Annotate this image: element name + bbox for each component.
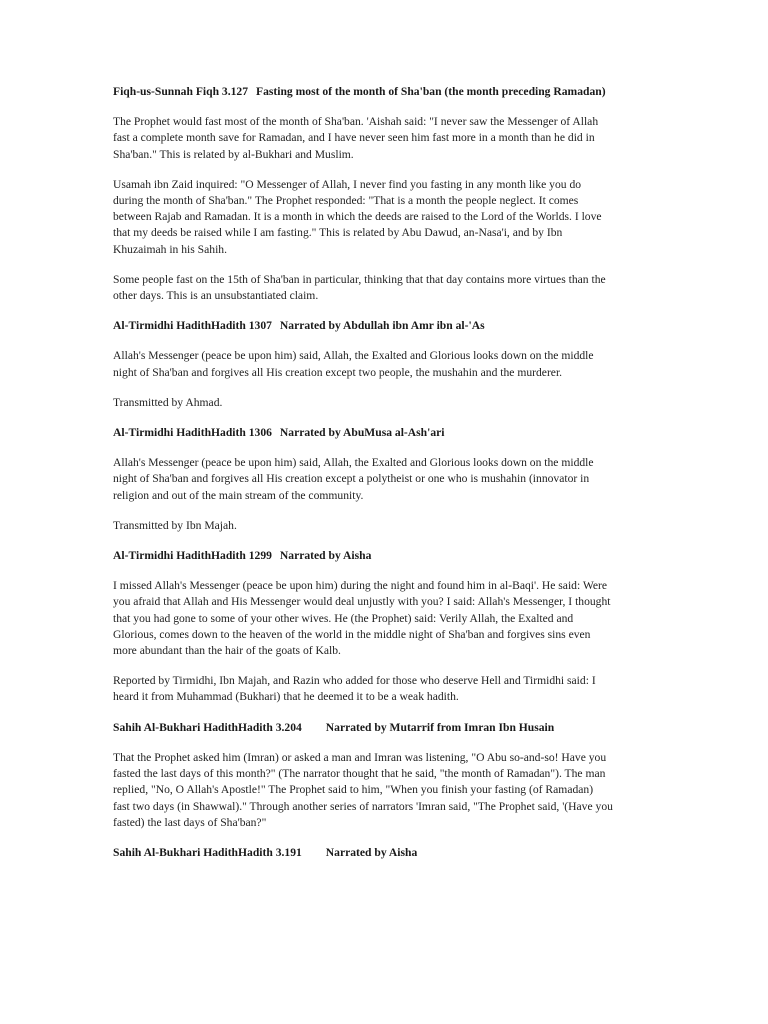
paragraph-line: during the month of Sha'ban." The Prophet responded: "That is a month the people neglect. It comes <box>113 194 579 208</box>
paragraph-line: other days. This is an unsubstantiated claim. <box>113 289 319 303</box>
paragraph-line: Allah's Messenger (peace be upon him) said, Allah, the Exalted and Glorious looks down on the middle <box>113 456 594 470</box>
paragraph-line: Transmitted by Ahmad. <box>113 395 223 409</box>
section-heading <box>113 548 653 564</box>
section-heading <box>113 845 653 861</box>
section-heading <box>113 720 653 736</box>
narrator-line: Narrated by AbuMusa al-Ash'ari <box>279 426 445 440</box>
paragraph-line: you afraid that Allah and His Messenger would deal unjustly with you? I said: Allah's Messenger, I thought <box>113 595 611 609</box>
paragraph-line: Reported by Tirmidhi, Ibn Majah, and Razin who added for those who deserve Hell and Tirmidhi said: I <box>113 674 596 688</box>
paragraph <box>113 114 653 163</box>
narrator-line: Narrated by Abdullah ibn Amr ibn al-'As <box>279 319 485 333</box>
paragraph <box>113 673 653 705</box>
narrator-line: Narrated by Aisha <box>279 549 372 563</box>
paragraph-line: Allah's Messenger (peace be upon him) said, Allah, the Exalted and Glorious looks down on the middle <box>113 349 594 363</box>
paragraph-line: fasted the last days of this month?" (The narrator thought that he said, "the month of Ramadan"). The man <box>113 767 606 781</box>
paragraph <box>113 518 653 534</box>
paragraph-line: That the Prophet asked him (Imran) or asked a man and Imran was listening, "O Abu so-and-so! Have you <box>113 750 607 764</box>
hadith-reference: Al-Tirmidhi HadithHadith 1299 <box>113 549 272 563</box>
paragraph <box>113 455 653 504</box>
paragraph-line: heard it from Muhammad (Bukhari) that he deemed it to be a weak hadith. <box>113 690 459 704</box>
paragraph <box>113 578 653 659</box>
narrator-line: Narrated by Mutarrif from Imran Ibn Husain <box>325 720 555 734</box>
paragraph-line: Usamah ibn Zaid inquired: "O Messenger of Allah, I never find you fasting in any month like you do <box>113 177 582 191</box>
paragraph-line: The Prophet would fast most of the month of Sha'ban. 'Aishah said: "I never saw the Messenger of Allah <box>113 115 599 129</box>
paragraph-line: religion and out of the main stream of the community. <box>113 488 364 502</box>
paragraph-line: Transmitted by Ibn Majah. <box>113 518 237 532</box>
paragraph-line: Khuzaimah in his Sahih. <box>113 242 227 256</box>
narrator-line: Fasting most of the month of Sha'ban (the month preceding Ramadan) <box>256 85 606 98</box>
paragraph <box>113 348 653 380</box>
paragraph-line: fast a complete month save for Ramadan, and I have never seen him fast more in a month than he did in <box>113 131 595 145</box>
hadith-reference: Fiqh-us-Sunnah Fiqh 3.127 <box>113 85 248 98</box>
paragraph-line: fast two days (in Shawwal)." Through another series of narrators 'Imran said, "The Prophet said, '(Have you <box>113 799 613 813</box>
paragraph-line: night of Sha'ban and forgives all His creation except a polytheist or one who is mushahin (innovator in <box>113 472 590 486</box>
paragraph-line: night of Sha'ban and forgives all His creation except two people, the mushahin and the murderer. <box>113 365 563 379</box>
paragraph-line: replied, "No, O Allah's Apostle!" The Prophet said to him, "When you finish your fasting (of Ramadan) <box>113 783 594 797</box>
paragraph-line: fasted) the last days of Sha'ban?" <box>113 815 267 829</box>
paragraph-line: that my deeds be raised while I am fasting." This is related by Abu Dawud, an-Nasa'i, and by Ibn <box>113 226 563 240</box>
paragraph <box>113 272 653 304</box>
paragraph-line: Sha'ban." This is related by al-Bukhari and Muslim. <box>113 147 354 161</box>
paragraph-line: Some people fast on the 15th of Sha'ban in particular, thinking that that day contains more virtues than the <box>113 272 606 286</box>
hadith-reference: Al-Tirmidhi HadithHadith 1306 <box>113 426 272 440</box>
paragraph-line: between Rajab and Ramadan. It is a month in which the deeds are raised to the Lord of the Worlds. I love <box>113 210 602 224</box>
hadith-reference: Sahih Al-Bukhari HadithHadith 3.191 <box>113 845 302 859</box>
section-heading <box>113 318 653 334</box>
document-page <box>113 84 653 875</box>
section-heading <box>113 84 653 100</box>
hadith-reference: Sahih Al-Bukhari HadithHadith 3.204 <box>113 720 302 734</box>
paragraph <box>113 177 653 258</box>
hadith-reference: Al-Tirmidhi HadithHadith 1307 <box>113 319 272 333</box>
paragraph-line: Glorious, comes down to the heaven of the world in the middle night of Sha'ban and forgives sins even <box>113 627 591 641</box>
narrator-line: Narrated by Aisha <box>325 845 418 859</box>
paragraph-line: I missed Allah's Messenger (peace be upon him) during the night and found him in al-Baqi'. He said: Were <box>113 579 608 593</box>
paragraph-line: more abundant than the hair of the goats of Kalb. <box>113 644 341 658</box>
paragraph <box>113 395 653 411</box>
paragraph-line: that you had gone to some of your other wives. He (the Prophet) said: Verily Allah, the Exalted and <box>113 611 574 625</box>
paragraph <box>113 750 653 831</box>
section-heading <box>113 425 653 441</box>
